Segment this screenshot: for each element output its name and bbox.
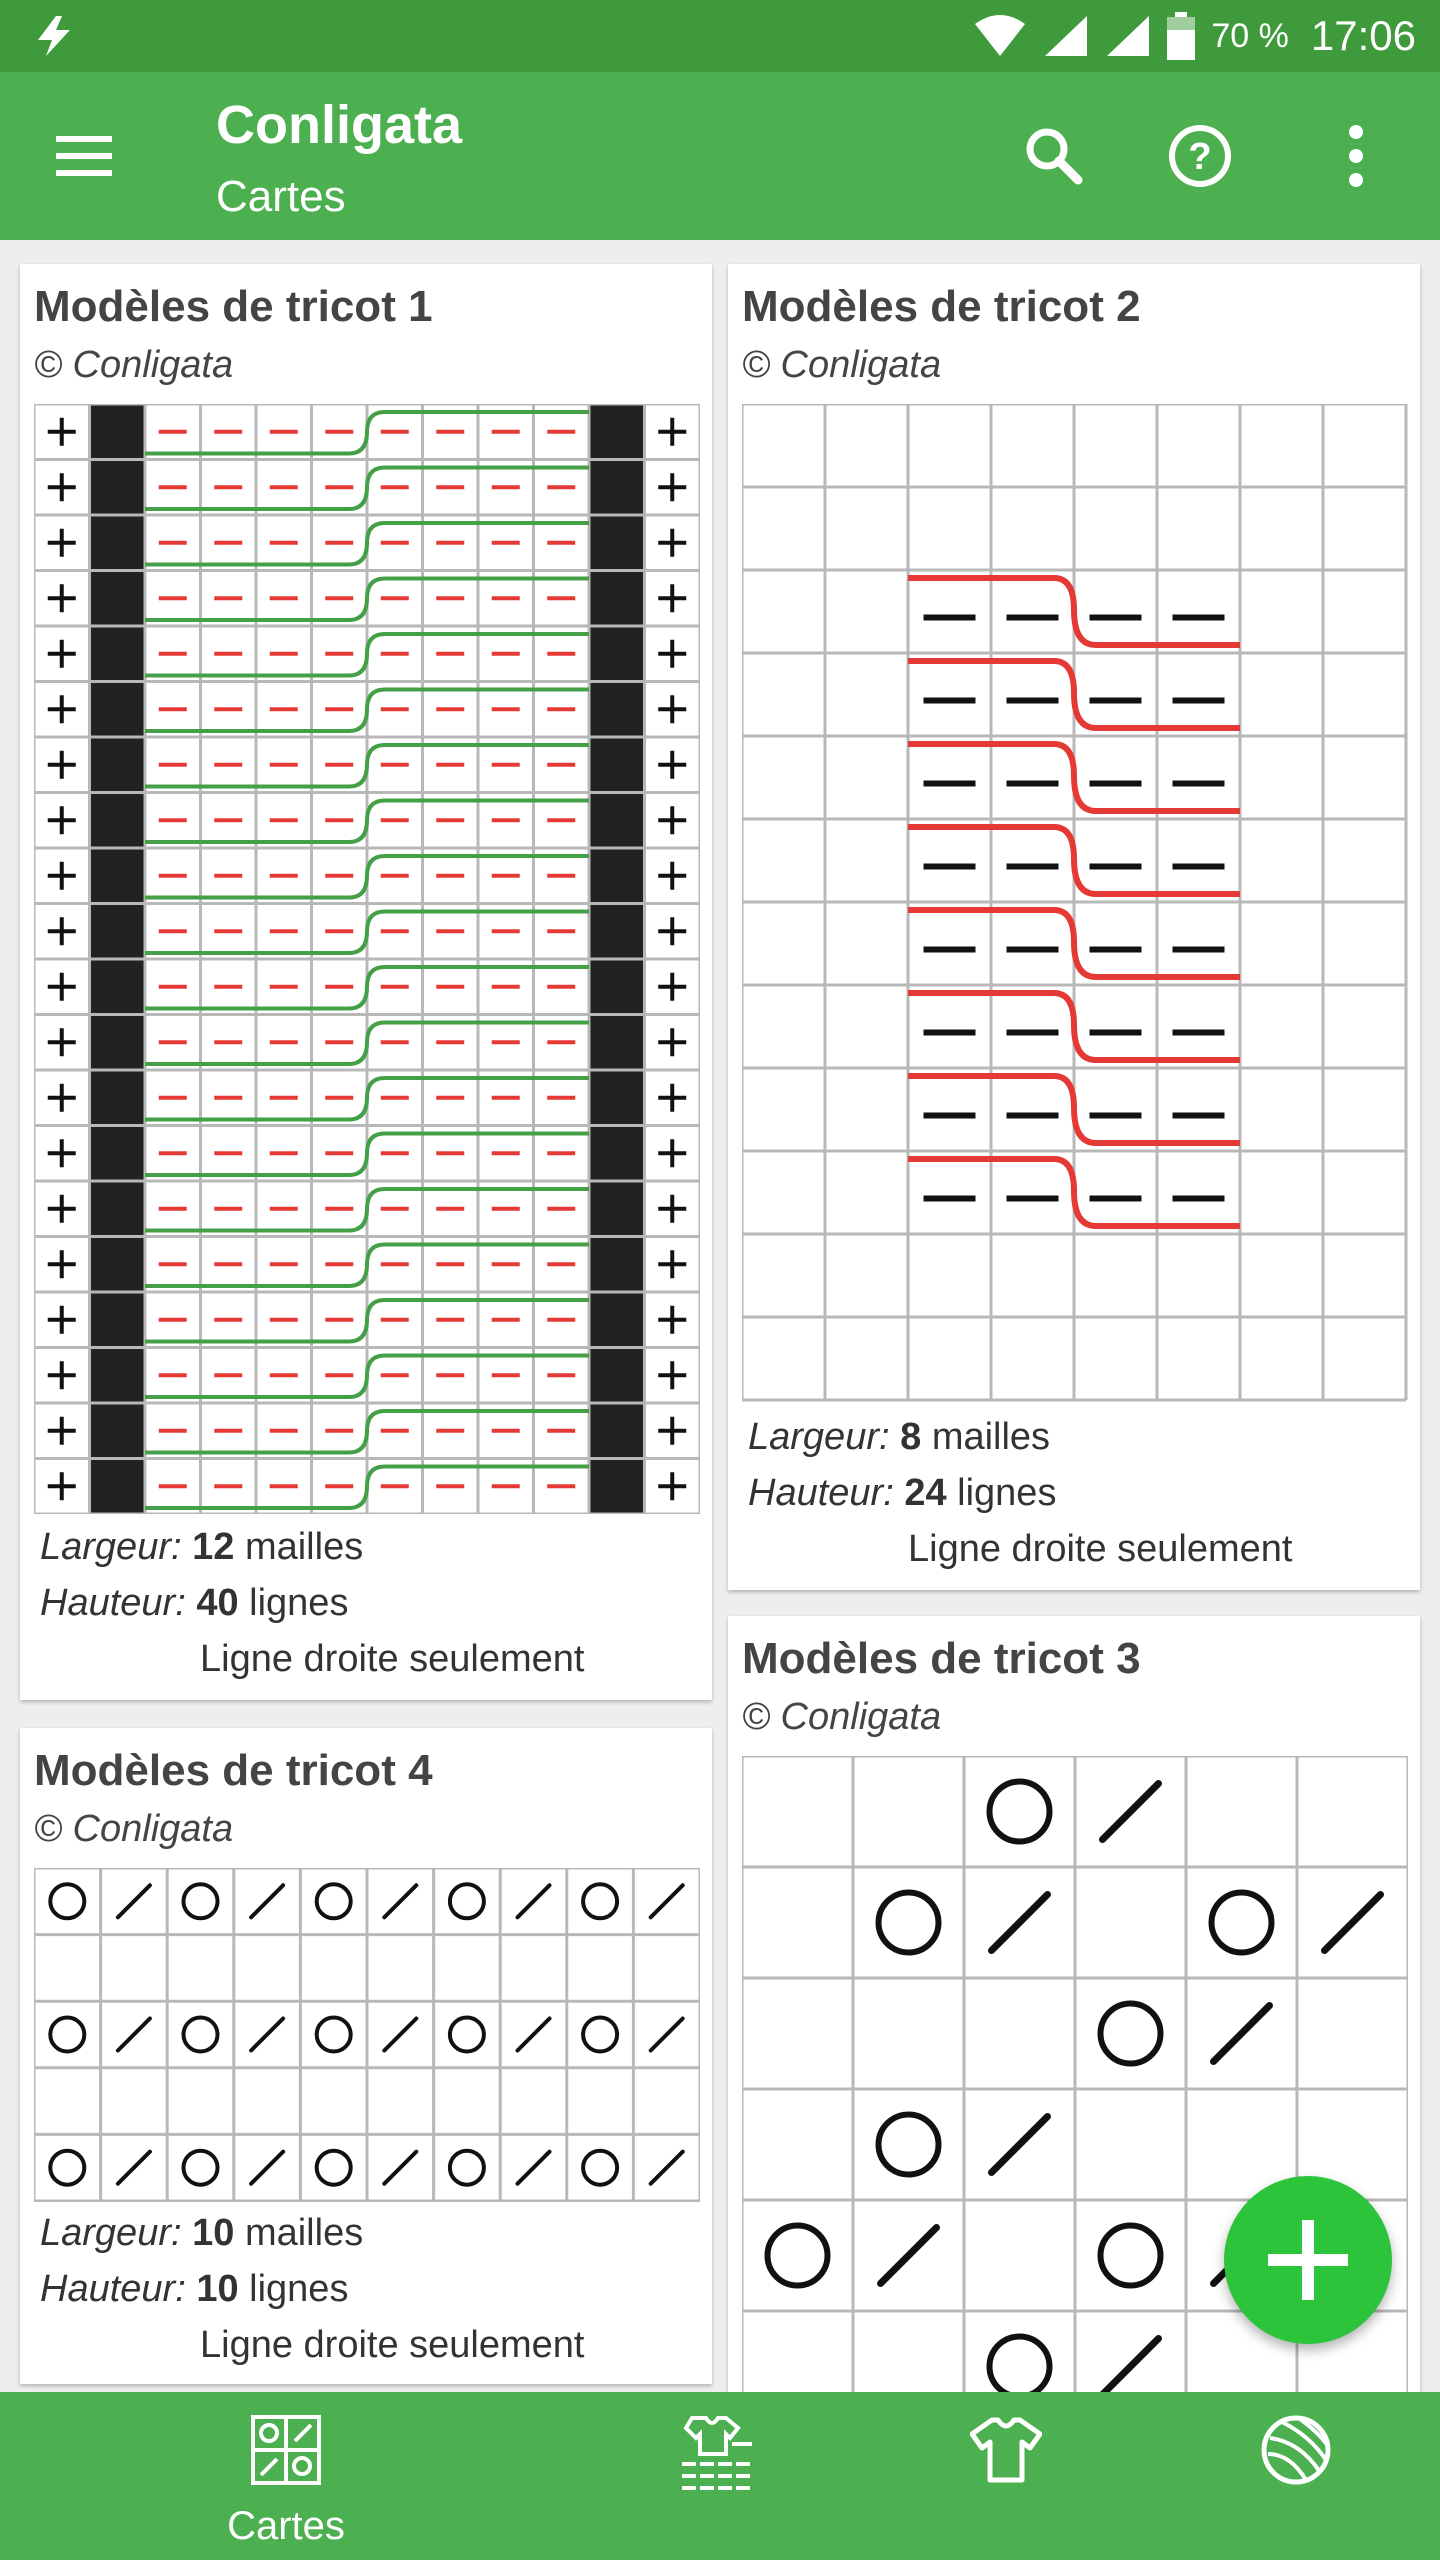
signal-icon [1043, 14, 1089, 58]
shirt-icon [970, 2414, 1042, 2486]
card-title: Modèles de tricot 4 [34, 1746, 433, 1795]
card-title: Modèles de tricot 2 [742, 282, 1141, 331]
chart-mode: Ligne droite seulement [908, 1528, 1293, 1570]
yarn-ball-icon [1260, 2414, 1332, 2486]
chart-height: Hauteur: 40 lignes [40, 1582, 349, 1624]
card-title: Modèles de tricot 1 [34, 282, 433, 331]
charts-grid-icon [250, 2414, 322, 2486]
chart-width: Largeur: 10 mailles [40, 2212, 364, 2254]
bottom-navigation [0, 2392, 1440, 2560]
chart-width: Largeur: 12 mailles [40, 1526, 364, 1568]
search-icon[interactable] [1014, 116, 1094, 196]
card-author: © Conligata [34, 1808, 234, 1850]
flash-icon [34, 14, 74, 58]
svg-text:?: ? [1188, 136, 1212, 178]
card-author: © Conligata [742, 1696, 942, 1738]
clock: 17:06 [1310, 12, 1416, 59]
menu-icon[interactable] [46, 118, 122, 194]
nav-label-cartes: Cartes [227, 2504, 345, 2548]
chart-height: Hauteur: 10 lignes [40, 2268, 349, 2310]
card-title: Modèles de tricot 3 [742, 1634, 1141, 1683]
chart-card-4[interactable] [20, 1728, 712, 2384]
wifi-icon [973, 14, 1027, 58]
card-author: © Conligata [742, 344, 942, 386]
signal-icon-2 [1105, 14, 1151, 58]
app-title: Conligata [216, 95, 463, 155]
chart-mode: Ligne droite seulement [200, 1638, 585, 1680]
chart-mode: Ligne droite seulement [200, 2324, 585, 2366]
card-author: © Conligata [34, 344, 234, 386]
battery-icon [1167, 12, 1195, 60]
more-options-icon[interactable] [1316, 116, 1396, 196]
app-subtitle: Cartes [216, 172, 346, 221]
status-bar [0, 0, 1440, 72]
chart-preview-grid [34, 404, 700, 1514]
chart-preview-grid [34, 1868, 700, 2202]
nav-item-cartes[interactable] [106, 2392, 466, 2560]
chart-height: Hauteur: 24 lignes [748, 1472, 1057, 1514]
nav-item-yarns[interactable] [1116, 2392, 1440, 2560]
chart-width: Largeur: 8 mailles [748, 1416, 1051, 1458]
battery-percent: 70 % [1211, 16, 1289, 55]
add-chart-button[interactable] [1224, 2176, 1392, 2344]
app-bar [0, 72, 1440, 240]
chart-card-2[interactable] [728, 264, 1420, 1590]
shirt-chart-icon [682, 2414, 754, 2490]
chart-card-1[interactable] [20, 264, 712, 1700]
chart-preview-grid [742, 404, 1408, 1404]
help-icon[interactable] [1160, 116, 1240, 196]
